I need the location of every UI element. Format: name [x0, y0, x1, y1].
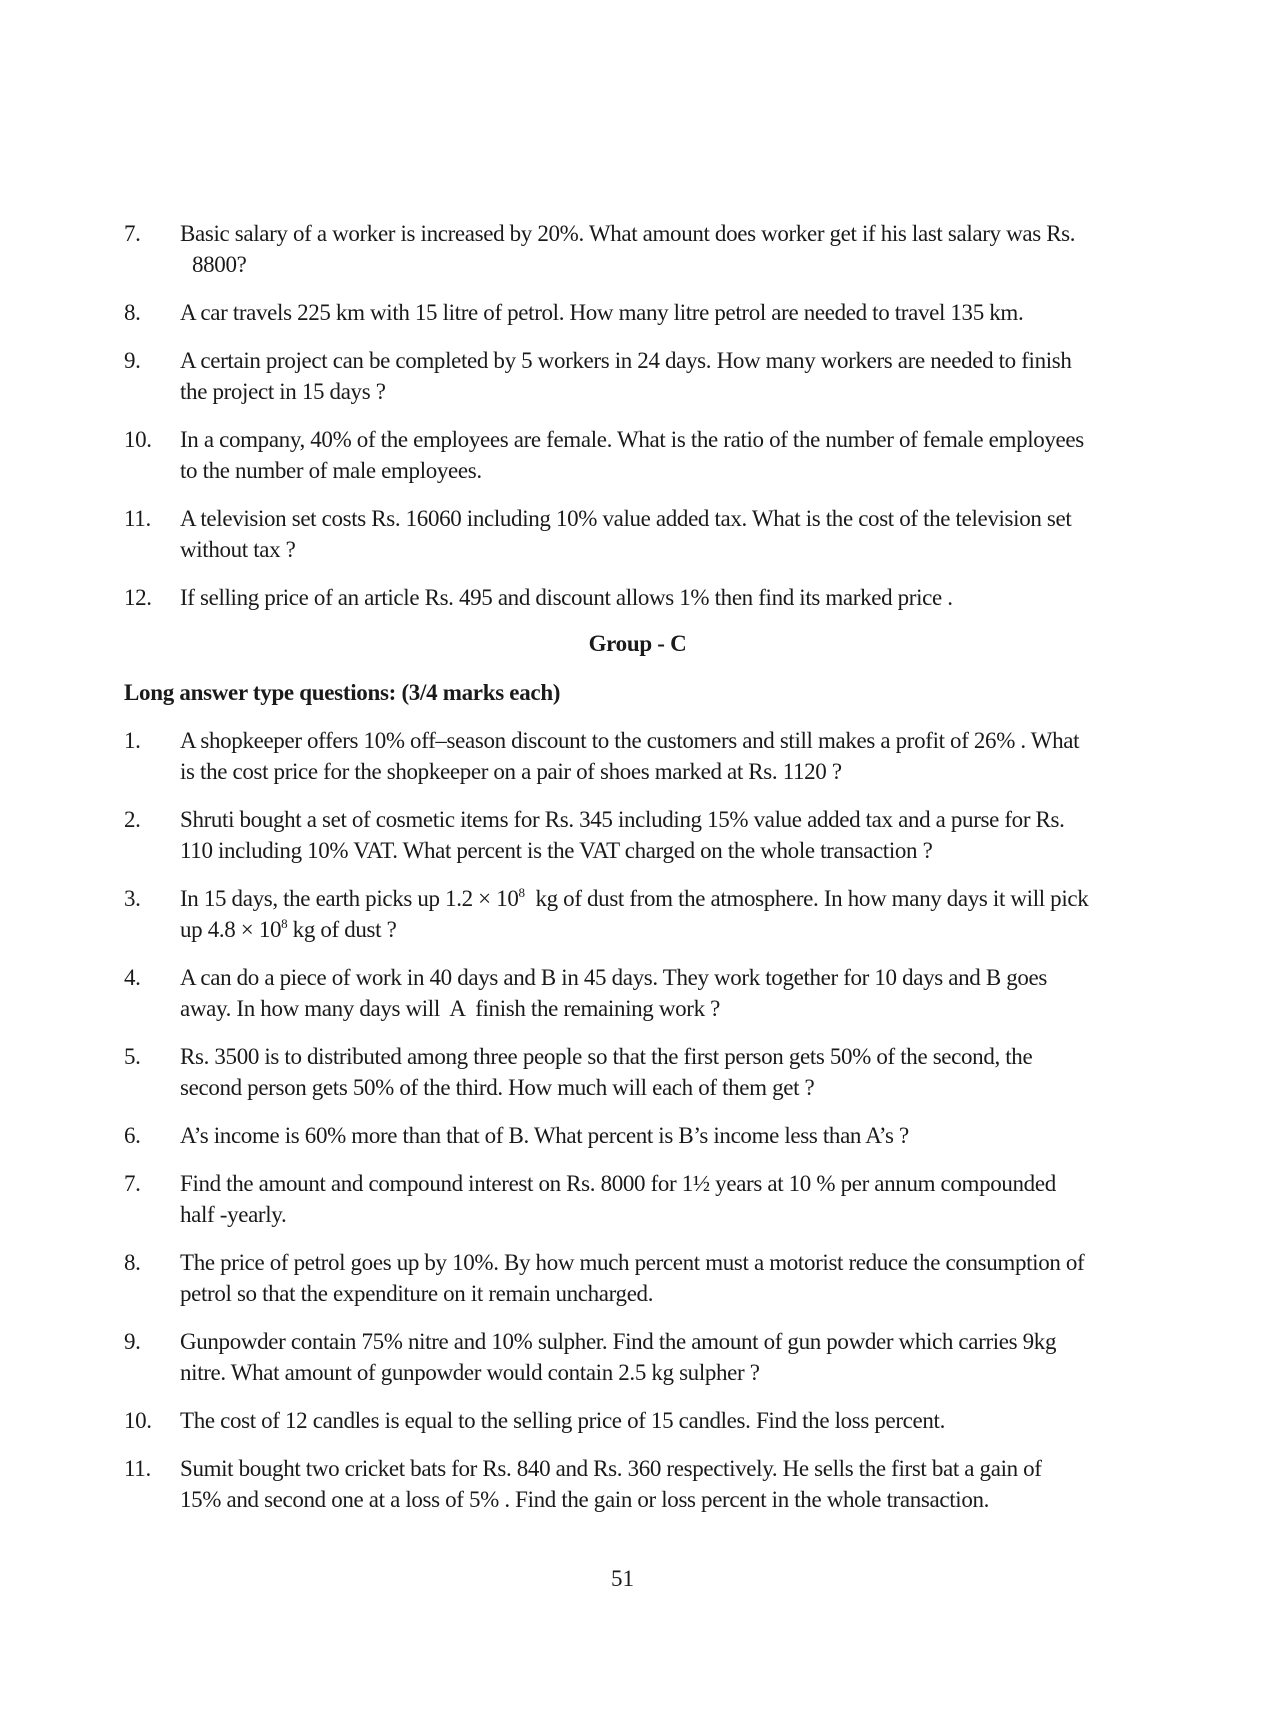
question-item — [124, 962, 1134, 1024]
question-text-continued: 8800? — [192, 252, 247, 277]
question-text-continued: petrol so that the expenditure on it remain uncharged. — [180, 1281, 654, 1306]
question-list-group-b — [124, 218, 1134, 630]
question-text: The price of petrol goes up by 10%. By how much percent must a motorist reduce the consumption of — [180, 1250, 1085, 1275]
question-item — [124, 503, 1134, 565]
question-item — [124, 345, 1134, 407]
question-number: 5. — [124, 1044, 141, 1069]
question-item — [124, 1247, 1134, 1309]
question-item — [124, 297, 1134, 328]
question-text-continued: nitre. What amount of gunpowder would contain 2.5 kg sulpher ? — [180, 1360, 760, 1385]
question-number: 6. — [124, 1123, 141, 1148]
question-text-part: kg of dust ? — [287, 917, 397, 942]
question-number: 3. — [124, 886, 141, 911]
question-item — [124, 883, 1134, 945]
question-item — [124, 1405, 1134, 1436]
question-number: 10. — [124, 1408, 152, 1433]
question-text-continued: 110 including 10% VAT. What percent is the VAT charged on the whole transaction ? — [180, 838, 933, 863]
question-number: 11. — [124, 506, 151, 531]
question-text: A’s income is 60% more than that of B. What percent is B’s income less than A’s ? — [180, 1123, 909, 1148]
question-number: 2. — [124, 807, 141, 832]
question-text-continued — [180, 914, 1134, 945]
question-text: The cost of 12 candles is equal to the selling price of 15 candles. Find the loss percent. — [180, 1408, 945, 1433]
question-text: Sumit bought two cricket bats for Rs. 840 and Rs. 360 respectively. He sells the first bat a gain of — [180, 1456, 1042, 1481]
question-item — [124, 424, 1134, 486]
section-heading: Long answer type questions: (3/4 marks each) — [124, 680, 561, 705]
question-item — [124, 582, 1134, 613]
question-text-continued: the project in 15 days ? — [180, 379, 386, 404]
question-item — [124, 1453, 1134, 1515]
question-text-continued: half -yearly. — [180, 1202, 287, 1227]
question-number: 10. — [124, 427, 152, 452]
question-item — [124, 804, 1134, 866]
question-text: Rs. 3500 is to distributed among three people so that the first person gets 50% of the second, the — [180, 1044, 1033, 1069]
question-text: Basic salary of a worker is increased by 20%. What amount does worker get if his last salary was Rs. — [180, 221, 1076, 246]
question-text-continued: to the number of male employees. — [180, 458, 482, 483]
question-number: 11. — [124, 1456, 151, 1481]
question-text-continued: away. In how many days will A finish the remaining work ? — [180, 996, 720, 1021]
exponent: 8 — [281, 916, 288, 931]
question-number: 8. — [124, 1250, 141, 1275]
question-number: 9. — [124, 348, 141, 373]
question-text: Gunpowder contain 75% nitre and 10% sulpher. Find the amount of gun powder which carries 9kg — [180, 1329, 1057, 1354]
question-text: A car travels 225 km with 15 litre of petrol. How many litre petrol are needed to travel 135 km. — [180, 300, 1024, 325]
question-item — [124, 1041, 1134, 1103]
question-item — [124, 725, 1134, 787]
question-item — [124, 218, 1134, 280]
question-item — [124, 1326, 1134, 1388]
question-text — [180, 883, 1134, 914]
question-text: A television set costs Rs. 16060 including 10% value added tax. What is the cost of the television set — [180, 506, 1072, 531]
question-text-continued: second person gets 50% of the third. How much will each of them get ? — [180, 1075, 815, 1100]
question-text: A certain project can be completed by 5 workers in 24 days. How many workers are needed to finish — [180, 348, 1072, 373]
question-number: 7. — [124, 221, 141, 246]
question-text: Find the amount and compound interest on Rs. 8000 for 1½ years at 10 % per annum compounded — [180, 1171, 1056, 1196]
question-number: 9. — [124, 1329, 141, 1354]
question-text-part: kg of dust from the atmosphere. In how many days it will pick — [524, 886, 1089, 911]
question-item — [124, 1168, 1134, 1230]
question-text-continued: is the cost price for the shopkeeper on a pair of shoes marked at Rs. 1120 ? — [180, 759, 842, 784]
question-number: 1. — [124, 728, 141, 753]
page-number: 51 — [611, 1566, 634, 1591]
question-text: A shopkeeper offers 10% off–season discount to the customers and still makes a profit of 26% . What — [180, 728, 1080, 753]
question-text: In a company, 40% of the employees are female. What is the ratio of the number of female employees — [180, 427, 1084, 452]
question-number: 8. — [124, 300, 141, 325]
question-text-part: up 4.8 × 10 — [180, 917, 282, 942]
question-item — [124, 1120, 1134, 1151]
exponent: 8 — [518, 885, 525, 900]
question-text-continued: without tax ? — [180, 537, 296, 562]
question-number: 12. — [124, 585, 152, 610]
question-text: Shruti bought a set of cosmetic items for Rs. 345 including 15% value added tax and a purse for Rs. — [180, 807, 1065, 832]
question-text: If selling price of an article Rs. 495 and discount allows 1% then find its marked price . — [180, 585, 953, 610]
question-number: 7. — [124, 1171, 141, 1196]
question-text-part: In 15 days, the earth picks up 1.2 × 10 — [180, 886, 519, 911]
question-text: A can do a piece of work in 40 days and B in 45 days. They work together for 10 days and B goes — [180, 965, 1047, 990]
question-number: 4. — [124, 965, 141, 990]
question-text-continued: 15% and second one at a loss of 5% . Find the gain or loss percent in the whole transaction. — [180, 1487, 990, 1512]
question-list-group-c — [124, 725, 1134, 1532]
group-heading: Group - C — [588, 631, 687, 656]
